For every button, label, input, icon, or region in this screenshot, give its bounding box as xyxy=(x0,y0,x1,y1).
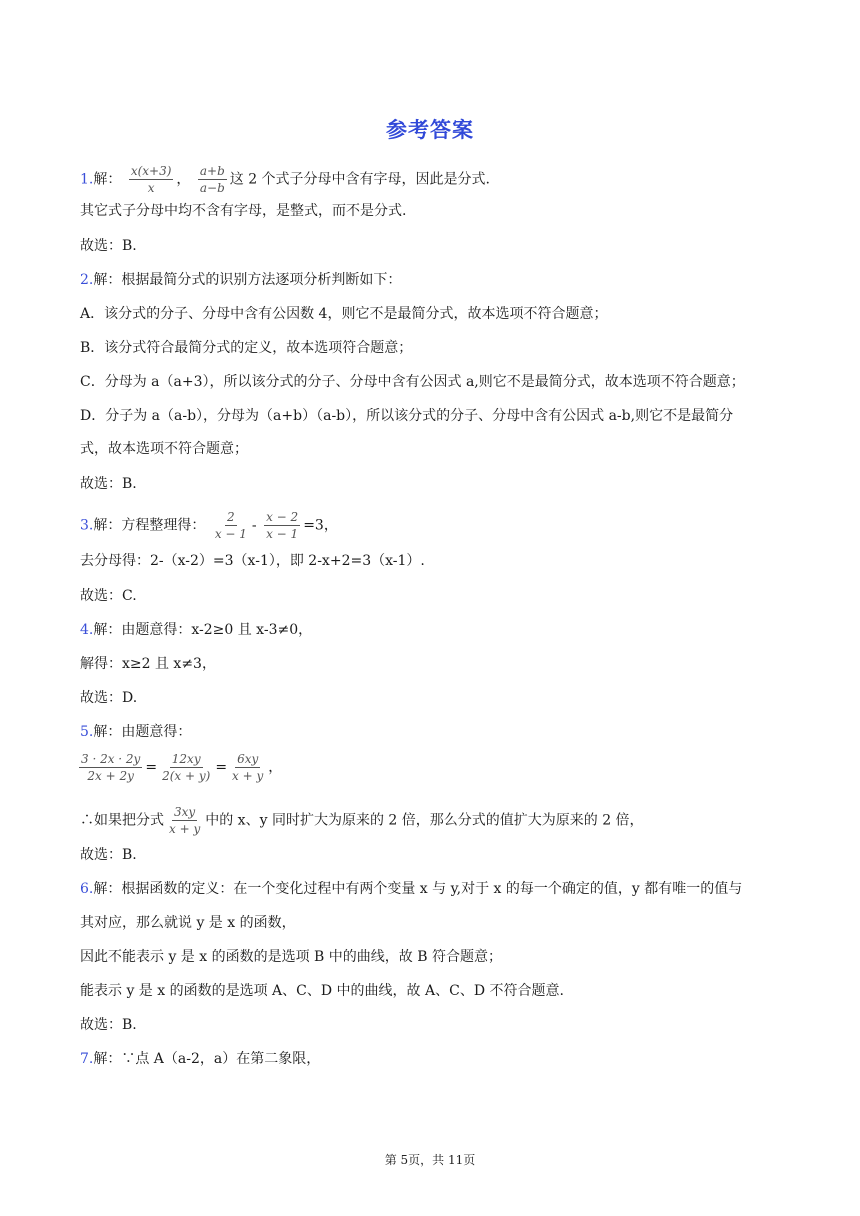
q6-lead: 解：根据函数的定义：在一个变化过程中有两个变量 x 与 y,对于 x 的每一个确定的值，y 都有唯一的值与 xyxy=(93,881,743,897)
q1-number: 1. xyxy=(80,171,94,188)
q3-lead: 解：方程整理得： xyxy=(93,517,206,534)
q7-line1 xyxy=(80,1049,320,1069)
q1-fraction-1: $\frac{x(x+3)}{x}$ xyxy=(130,164,172,195)
q2-lead: 解：根据最简分式的识别方法逐项分析判断如下： xyxy=(93,272,402,288)
q5-fraction-4: $\frac{3xy}{x + y}$ xyxy=(169,805,201,836)
page-footer: 第 5页，共 11页 xyxy=(384,1153,476,1167)
q1-line1 xyxy=(80,164,490,195)
q3-fraction-1: $\frac{2}{x - 1}$ xyxy=(214,510,247,541)
q5-post: 中的 x、y 同时扩大为原来的 2 倍，那么分式的值扩大为原来的 2 倍， xyxy=(205,812,644,829)
q4-line1 xyxy=(80,620,312,640)
q6-line4: 能表示 y 是 x 的函数的是选项 A、C、D 中的曲线，故 A、C、D 不符合题意. xyxy=(80,983,564,999)
q1-answer: 故选：B. xyxy=(80,238,137,254)
q3-equals: =3， xyxy=(303,517,338,534)
q1-line2: 其它式子分母中均不含有字母，是整式，而不是分式. xyxy=(80,203,407,219)
q1-separator: ， xyxy=(176,171,191,188)
q2-number: 2. xyxy=(80,272,94,288)
q5-fraction-1: $\frac{3 \cdot 2x \cdot 2y}{2x + 2y}$ xyxy=(81,752,141,783)
q6-answer: 故选：B. xyxy=(80,1017,137,1033)
q2-answer: 故选：B. xyxy=(80,476,137,492)
q2-option-b: B．该分式符合最简分式的定义，故本选项符合题意； xyxy=(80,340,413,356)
q6-line1 xyxy=(80,879,742,899)
q6-number: 6. xyxy=(80,881,94,897)
q7-lead: 解：∵点 A（a-2，a）在第二象限， xyxy=(93,1051,321,1067)
q5-equals-1: = xyxy=(145,759,158,776)
q1-lead: 解： xyxy=(93,171,122,188)
q4-number: 4. xyxy=(80,622,94,638)
q3-line2: 去分母得：2-（x-2）=3（x-1），即 2-x+2=3（x-1）. xyxy=(80,553,425,569)
q4-lead: 解：由题意得：x-2≥0 且 x-3≠0， xyxy=(93,622,313,638)
q6-line3: 因此不能表示 y 是 x 的函数的是选项 B 中的曲线，故 B 符合题意； xyxy=(80,949,502,965)
q2-option-c: C．分母为 a（a+3），所以该分式的分子、分母中含有公因式 a,则它不是最简分式，故本选项不符合题意； xyxy=(80,374,745,390)
q2-option-a: A．该分式的分子、分母中含有公因数 4，则它不是最简分式，故本选项不符合题意； xyxy=(80,306,608,322)
page-title: 参考答案 xyxy=(386,118,474,142)
q3-line1 xyxy=(80,510,338,541)
q3-fraction-2: $\frac{x - 2}{x - 1}$ xyxy=(266,510,299,541)
q2-option-d-line1: D．分子为 a（a-b），分母为（a+b）（a-b），所以该分式的分子、分母中含有公因式 a-b,则它不是最简分 xyxy=(80,408,734,424)
q5-lead: 解：由题意得： xyxy=(93,724,192,740)
q5-fraction-3: $\frac{6xy}{x + y}$ xyxy=(232,752,264,783)
q5-line3 xyxy=(80,805,644,836)
q2-option-d-line2: 式，故本选项不符合题意； xyxy=(80,441,248,457)
q1-fraction-2: $\frac{a+b}{a-b}$ xyxy=(199,164,225,195)
q5-number: 5. xyxy=(80,724,94,740)
q5-answer: 故选：B. xyxy=(80,847,137,863)
q4-line2: 解得：x≥2 且 x≠3， xyxy=(80,656,216,672)
q5-equals-2: = xyxy=(215,759,228,776)
q3-number: 3. xyxy=(80,517,94,534)
q5-pre: ∴如果把分式 xyxy=(80,812,164,829)
q4-answer: 故选：D. xyxy=(80,690,138,706)
q2-line1 xyxy=(80,270,401,290)
q5-equation-tail: ， xyxy=(268,759,283,776)
q3-minus: - xyxy=(251,517,257,534)
q5-fraction-2: $\frac{12xy}{2(x + y)}$ xyxy=(162,752,211,783)
q3-answer: 故选：C. xyxy=(80,588,137,604)
q7-number: 7. xyxy=(80,1051,94,1067)
q6-line2: 其对应，那么就说 y 是 x 的函数， xyxy=(80,915,296,931)
q5-equation xyxy=(76,752,282,783)
q1-line1-rest: 这 2 个式子分母中含有字母，因此是分式. xyxy=(229,171,491,188)
q5-line1 xyxy=(80,722,191,742)
